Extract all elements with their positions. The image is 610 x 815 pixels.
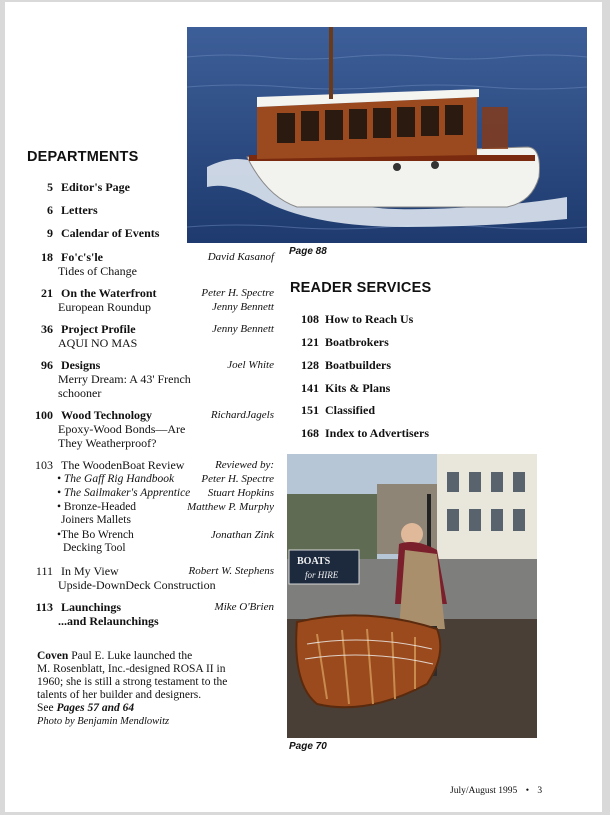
- entry-subtitle: They Weatherproof?: [58, 436, 157, 450]
- entry-title: On the Waterfront: [61, 286, 157, 300]
- entry-title: Wood Technology: [61, 408, 153, 422]
- sign-text: BOATS: [297, 556, 331, 567]
- author: Peter H. Spectre: [201, 287, 274, 299]
- book-title: The Gaff Rig Handbook: [63, 473, 175, 485]
- page-number: 9: [47, 226, 53, 240]
- dept-entry[interactable]: [33, 322, 137, 350]
- page-number: 141: [301, 381, 319, 395]
- dept-entry[interactable]: [33, 600, 159, 628]
- author: Mike O'Brien: [214, 601, 274, 613]
- cover-caption: [37, 650, 277, 728]
- page-number: 113: [35, 600, 53, 614]
- page-number: 128: [301, 358, 319, 372]
- dept-entry[interactable]: [33, 226, 159, 240]
- reviewer: Jonathan Zink: [210, 529, 274, 541]
- magazine-page: [5, 2, 602, 812]
- page-number: 151: [301, 403, 319, 417]
- cover-text: See: [37, 702, 54, 714]
- entry-subtitle: Tides of Change: [58, 264, 137, 278]
- page-footer: [450, 786, 542, 796]
- reviewer: Stuart Hopkins: [207, 487, 274, 499]
- boatyard-illustration: [287, 454, 537, 738]
- boatbuilder-photo: [287, 454, 537, 738]
- service-entry[interactable]: [295, 381, 390, 396]
- author: Joel White: [227, 359, 274, 371]
- bullet: •: [57, 487, 62, 499]
- service-entry[interactable]: [295, 426, 429, 441]
- issue-date: July/August 1995: [450, 786, 518, 796]
- sign-text: for HIRE: [305, 570, 339, 580]
- page-number: 100: [35, 408, 53, 422]
- reader-services-heading: READER SERVICES: [290, 280, 432, 296]
- page-number: 121: [301, 335, 319, 349]
- reviewer: Peter H. Spectre: [201, 473, 274, 485]
- cover-text: Paul E. Luke launched the: [71, 650, 193, 662]
- service-title: Kits & Plans: [325, 381, 391, 395]
- entry-title: Letters: [61, 203, 98, 217]
- author: Jenny Bennett: [212, 301, 274, 313]
- page-number: 108: [301, 312, 319, 326]
- entry-title: Launchings: [61, 600, 122, 614]
- motor-launch-illustration: [187, 27, 587, 243]
- service-title: How to Reach Us: [325, 312, 414, 326]
- cover-label: Coven: [37, 650, 69, 662]
- page-number: 3: [537, 786, 543, 796]
- page-number: 36: [41, 322, 53, 336]
- author: David Kasanof: [207, 251, 274, 263]
- service-entry[interactable]: [295, 312, 413, 327]
- separator: •: [525, 786, 530, 796]
- entry-title: Editor's Page: [61, 180, 130, 194]
- service-title: Boatbrokers: [325, 335, 389, 349]
- page-number: 111: [35, 564, 53, 578]
- item-title: Bronze-Headed: [63, 501, 137, 513]
- entry-title: In My View: [61, 564, 119, 578]
- bullet: •: [57, 501, 62, 513]
- bullet: •: [57, 473, 62, 485]
- page-number: 5: [47, 180, 53, 194]
- page-number: 103: [35, 458, 53, 472]
- bullet: •: [57, 529, 62, 541]
- entry-subtitle: AQUI NO MAS: [58, 336, 138, 350]
- dept-entry[interactable]: [33, 250, 137, 278]
- page-number: 21: [41, 286, 53, 300]
- item-title: Joiners Mallets: [61, 514, 131, 526]
- service-title: Classified: [325, 403, 376, 417]
- entry-subtitle: Merry Dream: A 43' French: [58, 372, 191, 386]
- top-photo-caption: Page 88: [289, 246, 327, 257]
- photo-credit: Photo by Benjamin Mendlowitz: [37, 716, 170, 727]
- service-title: Index to Advertisers: [325, 426, 429, 440]
- cover-text: M. Rosenblatt, Inc.-designed ROSA II in: [37, 663, 226, 675]
- cover-text: 1960; she is still a strong testament to the: [37, 676, 228, 688]
- dept-entry[interactable]: [33, 203, 98, 217]
- author: Jenny Bennett: [212, 323, 274, 335]
- author: Robert W. Stephens: [188, 565, 274, 577]
- dept-entry[interactable]: [33, 180, 130, 194]
- cover-text: talents of her builder and designers.: [37, 689, 202, 701]
- page-number: 6: [47, 203, 53, 217]
- entry-title: Project Profile: [61, 322, 136, 336]
- service-entry[interactable]: [295, 358, 391, 373]
- reviewer: Matthew P. Murphy: [187, 501, 274, 513]
- dept-entry[interactable]: [33, 286, 157, 314]
- book-title: The Sailmaker's Apprentice: [63, 487, 191, 499]
- service-title: Boatbuilders: [325, 358, 392, 372]
- entry-title: Designs: [61, 358, 101, 372]
- item-title: Decking Tool: [63, 542, 126, 554]
- entry-title: The WoodenBoat Review: [61, 458, 185, 472]
- review-item[interactable]: [57, 529, 134, 555]
- entry-subtitle: Upside-DownDeck Construction: [58, 578, 216, 592]
- entry-title: Calendar of Events: [61, 226, 160, 240]
- entry-subtitle: European Roundup: [58, 300, 151, 314]
- entry-subtitle: schooner: [58, 386, 102, 400]
- boat-photo: [187, 27, 587, 243]
- service-entry[interactable]: [295, 403, 375, 418]
- page-number: 96: [41, 358, 53, 372]
- reviewed-by-label: Reviewed by:: [215, 459, 274, 471]
- cover-pages: Pages 57 and 64: [56, 702, 135, 714]
- author: RichardJagels: [210, 409, 274, 421]
- entry-subtitle: Epoxy-Wood Bonds—Are: [58, 422, 186, 436]
- page-number: 168: [301, 426, 319, 440]
- entry-title: Fo'c's'le: [61, 250, 103, 264]
- review-item[interactable]: [57, 501, 136, 527]
- entry-subtitle: ...and Relaunchings: [58, 614, 159, 628]
- service-entry[interactable]: [295, 335, 389, 350]
- item-title: The Bo Wrench: [61, 529, 134, 541]
- bottom-photo-caption: Page 70: [289, 741, 327, 752]
- page-number: 18: [41, 250, 53, 264]
- departments-heading: DEPARTMENTS: [27, 149, 139, 165]
